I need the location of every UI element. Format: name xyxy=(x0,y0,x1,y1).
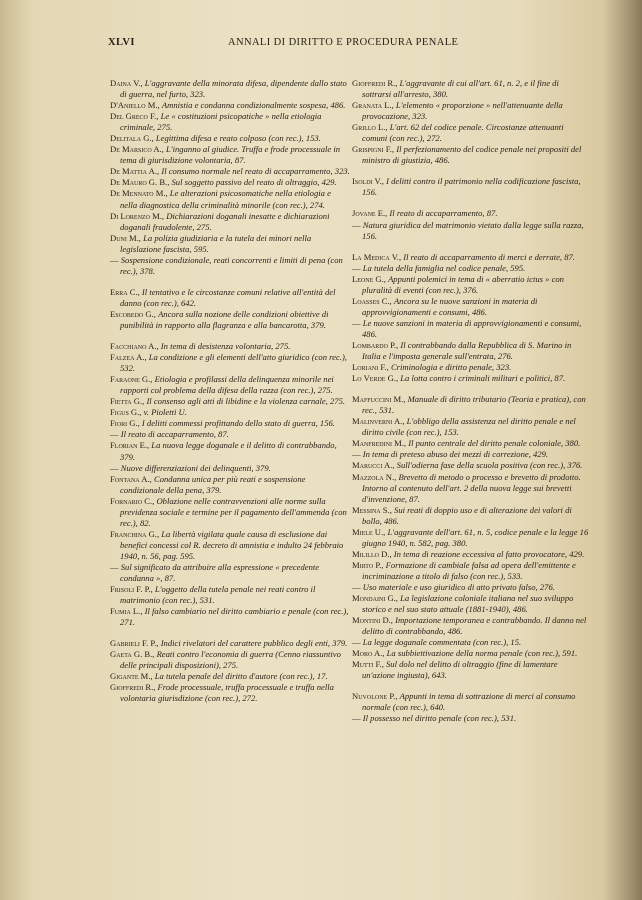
entry-title: Ancora sulla nozione delle condizioni obiettive di punibilità in rapporto alla flagranza e alla bancarotta, 379. xyxy=(120,308,329,330)
entry-author: Daina V., xyxy=(110,78,143,88)
entry-title: L'obbligo della assistenza nel diritto penale e nel diritto civile (con rec.), 153. xyxy=(362,416,576,438)
index-entry xyxy=(110,287,350,309)
entry-author: Frisoli F. P., xyxy=(110,584,153,595)
entry-author: Isoldi V., xyxy=(352,176,384,187)
entry-author: — xyxy=(110,561,119,572)
entry-title: Le alterazioni psicosomatiche nella etiologia e nella diagnostica della criminalità minorile (con rec.), 274. xyxy=(120,188,331,210)
index-entry xyxy=(352,144,590,166)
entry-title: Il falso cambiario nel diritto cambiario e penale (con rec.), 271. xyxy=(120,606,349,628)
index-entry xyxy=(352,416,590,438)
entry-title: Brevetto di metodo o processo e brevetto di prodotto. Intorno al contenuto dell'art. 2 della nuova legge sui brevetti d'invenzione, 87. xyxy=(362,471,581,504)
entry-author: Milillo D., xyxy=(352,548,392,559)
index-entry xyxy=(110,211,350,233)
entry-title: L'inganno al giudice. Truffa e frode processuale in tema di giurisdizione volontaria, 87. xyxy=(120,144,341,166)
entry-title: Sul dolo nel delitto di oltraggio (fine di lamentare un'azione ingiusta), 643. xyxy=(362,659,558,681)
entry-author: Fumia L., xyxy=(110,606,143,617)
entry-author: — xyxy=(352,713,361,724)
entry-title: Il contrabbando dalla Repubblica di S. Marino in Italia e l'imposta generale sull'entrata, 276. xyxy=(362,339,572,362)
running-header xyxy=(108,37,588,57)
index-entry xyxy=(110,474,350,496)
section-gap xyxy=(110,628,350,638)
left-column xyxy=(110,78,350,705)
entry-title: In tema di preteso abuso dei mezzi di correzione, 429. xyxy=(362,449,549,460)
entry-author: Nuvolone P., xyxy=(352,691,398,702)
index-entry xyxy=(352,340,590,362)
index-entry xyxy=(352,637,590,648)
entry-author: Marucci A., xyxy=(352,460,395,471)
entry-title: Appunti polemici in tema di « aberratio ictus » con pluralità di eventi (con rec.), 376. xyxy=(362,273,564,295)
entry-author: La Medica V., xyxy=(352,251,402,262)
entry-author: Gigante M., xyxy=(110,671,153,682)
entry-author: Messina S., xyxy=(352,504,392,515)
index-entry xyxy=(110,111,350,133)
index-entry xyxy=(352,274,590,296)
index-entry xyxy=(352,100,590,122)
index-entry xyxy=(352,505,590,527)
entry-title: In tema di reazione eccessiva al fatto provocatore, 429. xyxy=(393,548,585,559)
entry-title: Indici rivelatori del carattere pubblico degli enti, 379. xyxy=(160,638,348,649)
index-entry xyxy=(110,396,350,407)
entry-title: v. Pioletti U. xyxy=(143,407,187,418)
entry-title: Dichiarazioni doganali inesatte e dichiarazioni doganali fraudolente, 275. xyxy=(120,210,330,232)
entry-title: Il consenso agli atti di libidine e la violenza carnale, 275. xyxy=(146,396,346,407)
index-entry xyxy=(110,649,350,671)
section-gap xyxy=(352,166,590,176)
entry-title: L'elemento « proporzione » nell'attenuante della provocazione, 323. xyxy=(362,100,563,122)
entry-author: — xyxy=(352,262,361,273)
entry-author: D'Aniello M., xyxy=(110,100,160,111)
entry-title: Il tentativo e le circostanze comuni relative all'entità del danno (con rec.), 642. xyxy=(120,286,336,308)
index-entry xyxy=(110,584,350,606)
index-entry xyxy=(352,438,590,449)
entry-title: Appunti in tema di sottrazione di merci al consumo normale (con rec.), 640. xyxy=(362,691,576,713)
entry-title: L'aggravante della minorata difesa, dipendente dallo stato di guerra, nel furto, 323. xyxy=(120,78,347,100)
entry-author: Lo Verde G., xyxy=(352,373,399,384)
index-entry xyxy=(110,529,350,562)
entry-author: Del Greco F., xyxy=(110,111,159,122)
entry-author: Leone G., xyxy=(352,273,386,284)
entry-title: Il consumo normale nel reato di accaparramento, 323. xyxy=(161,166,350,177)
entry-title: Sull'odierna fase della scuola positiva (con rec.), 376. xyxy=(396,460,583,471)
right-column xyxy=(352,78,590,725)
index-entry xyxy=(352,615,590,637)
index-entry xyxy=(110,638,350,649)
entry-author: Mazzola N., xyxy=(352,471,397,482)
entry-author: Delitala G., xyxy=(110,133,154,144)
index-entry xyxy=(110,133,350,144)
section-gap xyxy=(352,198,590,208)
index-entry xyxy=(352,691,590,713)
entry-title: Il possesso nel diritto penale (con rec.), 531. xyxy=(362,713,517,724)
entry-author: Duni M., xyxy=(110,232,141,243)
index-entry xyxy=(110,352,350,374)
entry-author: Moro A., xyxy=(352,648,385,659)
running-title: ANNALI DI DIRITTO E PROCEDURA PENALE xyxy=(228,37,459,48)
entry-title: Il reato di accaparramento, 87. xyxy=(120,429,229,440)
index-entry xyxy=(352,549,590,560)
index-entry xyxy=(110,144,350,166)
entry-title: I delitti contro il patrimonio nella codificazione fascista, 156. xyxy=(362,176,581,198)
section-gap xyxy=(352,384,590,394)
entry-author: Mirto P., xyxy=(352,559,384,570)
entry-title: Importazione temporanea e contrabbando. Il danno nel delitto di contrabbando, 486. xyxy=(362,615,587,637)
index-entry xyxy=(110,562,350,584)
entry-title: Sui reati di doppio uso e di alterazione dei valori di bollo, 486. xyxy=(362,504,572,526)
section-gap xyxy=(352,681,590,691)
index-entry xyxy=(110,255,350,277)
entry-author: Gioffredi R., xyxy=(352,78,398,88)
index-entry xyxy=(110,418,350,429)
index-entry xyxy=(110,233,350,255)
section-gap xyxy=(352,242,590,252)
entry-author: Figus G., xyxy=(110,407,142,418)
entry-title: Formazione di cambiale falsa ad opera dell'emittente e incriminazione a titolo di falso (con rec.), 533. xyxy=(362,559,576,581)
entry-title: Reati contro l'economia di guerra (Cenno riassuntivo delle principali disposizioni), 275. xyxy=(120,649,341,671)
entry-title: L'aggravante di cui all'art. 61, n. 2, e il fine di sottrarsi all'arresto, 380. xyxy=(362,78,559,100)
index-entry xyxy=(352,460,590,471)
entry-author: — xyxy=(110,254,119,265)
entry-author: Maffuccini M., xyxy=(352,394,406,405)
entry-author: Loasses C., xyxy=(352,295,392,306)
entry-title: La legislazione coloniale italiana nel suo sviluppo storico e nel suo stato attuale (1881-1940), 486. xyxy=(362,593,574,615)
index-entry xyxy=(352,176,590,198)
index-entry xyxy=(352,318,590,340)
index-entry xyxy=(352,252,590,263)
entry-title: La tutela penale del diritto d'autore (con rec.), 17. xyxy=(154,671,328,682)
entry-author: — xyxy=(352,637,361,648)
entry-author: De Mattia A., xyxy=(110,166,160,177)
index-entry xyxy=(352,263,590,274)
index-entry xyxy=(110,188,350,210)
entry-title: Le « costituzioni psicopatiche » nella etiologia criminale, 275. xyxy=(120,111,322,133)
entry-author: — xyxy=(352,219,361,230)
entry-author: Escobedo G., xyxy=(110,308,156,319)
entry-author: Fiori G., xyxy=(110,418,140,429)
index-entry xyxy=(110,496,350,529)
entry-title: La condizione e gli elementi dell'atto giuridico (con rec.), 532. xyxy=(120,352,347,374)
index-entry xyxy=(110,407,350,418)
index-entry xyxy=(352,208,590,219)
index-entry xyxy=(352,296,590,318)
entry-author: Grispigni F., xyxy=(352,144,395,155)
entry-author: Montini D., xyxy=(352,615,393,626)
index-entry xyxy=(352,527,590,549)
index-entry xyxy=(352,394,590,416)
entry-author: Manfredini M., xyxy=(352,438,407,449)
index-entry xyxy=(352,659,590,681)
entry-title: La legge doganale commentata (con rec.), 15. xyxy=(362,637,522,648)
entry-title: La tutela della famiglia nel codice penale, 595. xyxy=(362,262,526,273)
entry-title: Sul significato da attribuire alla espressione « precedente condanna », 87. xyxy=(120,561,320,584)
page-number: XLVI xyxy=(108,37,135,48)
entry-title: Condanna unica per più reati e sospensione condizionale della pena, 379. xyxy=(120,473,306,495)
entry-title: I delitti commessi profittando dello stato di guerra, 156. xyxy=(141,418,335,429)
index-entry xyxy=(110,671,350,682)
entry-title: In tema di desistenza volontaria, 275. xyxy=(160,341,291,352)
entry-author: Facchiano A., xyxy=(110,341,159,352)
index-entry xyxy=(110,682,350,704)
entry-title: L'oggetto della tutela penale nei reati contro il matrimonio (con rec.), 531. xyxy=(120,584,316,606)
index-entry xyxy=(352,582,590,593)
entry-author: Florian E., xyxy=(110,440,150,451)
entry-title: Le nuove sanzioni in materia di approvvigionamenti e consumi, 486. xyxy=(362,317,582,339)
entry-author: Gioffredi R., xyxy=(110,682,156,693)
entry-author: — xyxy=(352,581,361,592)
entry-author: De Marsico A., xyxy=(110,144,164,155)
index-entry xyxy=(110,100,350,111)
entry-title: Il reato di accaparramento di merci e derrate, 87. xyxy=(403,251,575,262)
entry-title: La nuova legge doganale e il delitto di contrabbando, 379. xyxy=(120,440,337,462)
entry-author: Faraone G., xyxy=(110,374,153,385)
entry-title: La subbiettivazione della norma penale (con rec.), 591. xyxy=(386,648,578,659)
index-entry xyxy=(352,78,590,100)
entry-author: Jovane E., xyxy=(352,208,388,219)
section-gap xyxy=(110,277,350,287)
index-entry xyxy=(110,341,350,352)
entry-author: Miele U., xyxy=(352,526,386,537)
entry-title: Nuove differenziazioni dei delinquenti, 379. xyxy=(120,462,271,473)
entry-title: L'art. 62 del codice penale. Circostanze attenuanti comuni (con rec.), 272. xyxy=(362,122,564,144)
entry-author: Malinverni A., xyxy=(352,416,405,427)
entry-author: Mutti F., xyxy=(352,659,384,670)
index-entry xyxy=(110,606,350,628)
entry-title: Amnistia e condanna condizionalmente sospesa, 486. xyxy=(161,100,346,111)
entry-author: Erra C., xyxy=(110,286,140,297)
entry-author: Fontana A., xyxy=(110,473,152,484)
index-entry xyxy=(352,593,590,615)
entry-author: Franchina G., xyxy=(110,528,160,539)
index-entry xyxy=(110,309,350,331)
entry-title: Sul soggetto passivo del reato di oltraggio, 429. xyxy=(171,177,337,188)
index-entry xyxy=(352,449,590,460)
section-gap xyxy=(110,331,350,341)
entry-title: Sospensione condizionale, reati concorrenti e limiti di pena (con rec.), 378. xyxy=(120,254,343,276)
entry-title: Natura giuridica del matrimonio vietato dalla legge sulla razza, 156. xyxy=(362,219,584,241)
entry-author: — xyxy=(110,429,119,440)
index-entry xyxy=(110,429,350,440)
entry-author: Loriani F., xyxy=(352,362,389,373)
index-entry xyxy=(110,440,350,462)
entry-title: Uso materiale e uso giuridico di atto privato falso, 276. xyxy=(362,581,555,592)
entry-author: Falzea A., xyxy=(110,352,147,363)
index-entry xyxy=(110,177,350,188)
entry-title: Etiologia e profilassi della delinquenza minorile nei rapporti col problema della difesa della razza (con rec.), 275. xyxy=(120,374,334,396)
index-entry xyxy=(352,560,590,582)
entry-title: La libertà vigilata quale causa di esclusione dai benefici concessi col R. decreto di amnistia e indulto 24 febbraio 1940, n. 56, pag. 595. xyxy=(120,528,344,561)
entry-title: Ancora su le nuove sanzioni in materia di approvvigionamenti e consumi, 486. xyxy=(362,295,538,317)
entry-title: Manuale di diritto tributario (Teoria e pratica), con rec., 531. xyxy=(362,394,586,416)
entry-author: — xyxy=(110,462,119,473)
entry-author: De Mauro G. B., xyxy=(110,177,170,188)
index-entry xyxy=(352,373,590,384)
index-entry xyxy=(110,463,350,474)
index-entry xyxy=(352,472,590,505)
index-entry xyxy=(352,362,590,373)
entry-title: Il punto centrale del diritto penale coloniale, 380. xyxy=(408,438,581,449)
entry-title: Il perfezionamento del codice penale nei propositi del ministro di giustizia, 486. xyxy=(362,144,582,166)
entry-title: La lotta contro i criminali militari e politici, 87. xyxy=(400,373,566,384)
index-entry xyxy=(110,374,350,396)
entry-author: Granata L., xyxy=(352,100,394,111)
index-entry xyxy=(352,713,590,724)
index-entry xyxy=(352,122,590,144)
entry-author: De Mennato M., xyxy=(110,188,168,199)
entry-title: L'aggravante dell'art. 61, n. 5, codice penale e la legge 16 giugno 1940, n. 582, pag. 380. xyxy=(362,526,589,548)
index-entry xyxy=(110,78,350,100)
index-entry xyxy=(352,648,590,659)
entry-author: Gabrieli F. P., xyxy=(110,638,159,649)
entry-author: Di Lorenzo M., xyxy=(110,210,165,221)
entry-author: — xyxy=(352,449,361,460)
index-entry xyxy=(352,220,590,242)
entry-author: Grillo L., xyxy=(352,122,388,133)
entry-author: Fornario C., xyxy=(110,495,155,506)
entry-title: Legittima difesa e reato colposo (con rec.), 153. xyxy=(155,133,321,144)
entry-title: Oblazione nelle contravvenzioni alle norme sulla previdenza sociale e termine per il pagamento dell'ammenda (con rec.), 82. xyxy=(120,495,347,528)
entry-author: Fietta G., xyxy=(110,396,145,407)
index-entry xyxy=(110,166,350,177)
entry-title: Criminologia e diritto penale, 323. xyxy=(390,362,512,373)
entry-title: Frode processuale, truffa processuale e truffa nella volontaria giurisdizione (con rec.), 272. xyxy=(120,682,334,704)
entry-author: Lombardo P., xyxy=(352,339,399,350)
entry-title: La polizia giudiziaria e la tutela dei minori nella legislazione fascista, 595. xyxy=(120,232,312,254)
entry-author: Gaeta G. B., xyxy=(110,649,155,660)
entry-author: — xyxy=(352,317,361,328)
entry-title: Il reato di accaparramento, 87. xyxy=(389,208,498,219)
entry-author: Mondaini G., xyxy=(352,593,398,604)
